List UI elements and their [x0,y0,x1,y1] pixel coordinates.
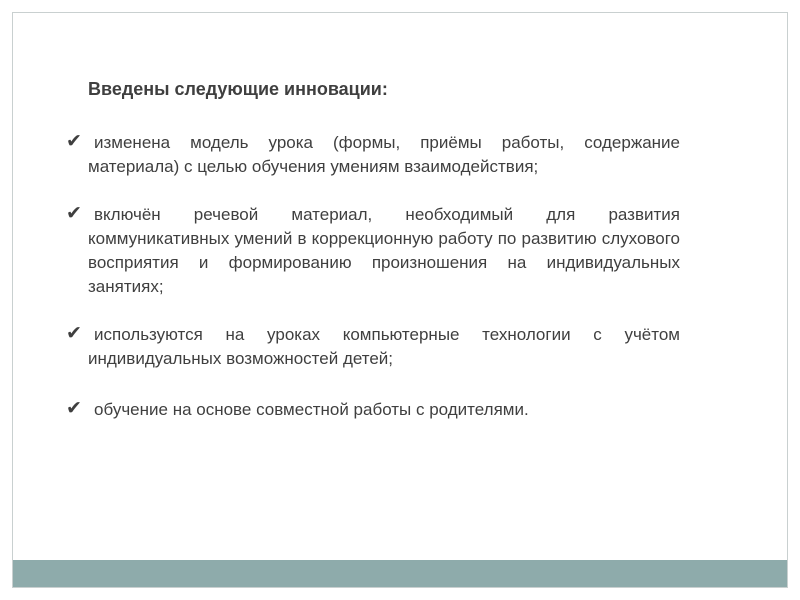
bullet-item-lesson-model [66,131,680,179]
bullet-text: изменена модель урока (формы, приёмы работы, содержание материала) с целью обучения умениям взаимодействия; [88,133,680,176]
footer-bar [13,560,787,587]
bullet-text: обучение на основе совместной работы с родителями. [94,400,529,419]
bullet-item-parents-cooperation [66,398,680,422]
check-icon: ✔ [66,323,82,344]
bullet-text: включён речевой материал, необходимый для развития коммуникативных умений в коррекционную работу по развитию слухового восприятия и формированию произношения на индивидуальных занятиях; [88,205,680,296]
slide-title: Введены следующие инновации: [88,79,388,99]
check-icon: ✔ [66,398,82,419]
bullet-item-speech-material [66,203,680,299]
bullet-item-computer-technology [66,323,680,371]
bullet-text: используются на уроках компьютерные технологии с учётом индивидуальных возможностей детей; [88,325,680,368]
check-icon: ✔ [66,131,82,152]
check-icon: ✔ [66,203,82,224]
